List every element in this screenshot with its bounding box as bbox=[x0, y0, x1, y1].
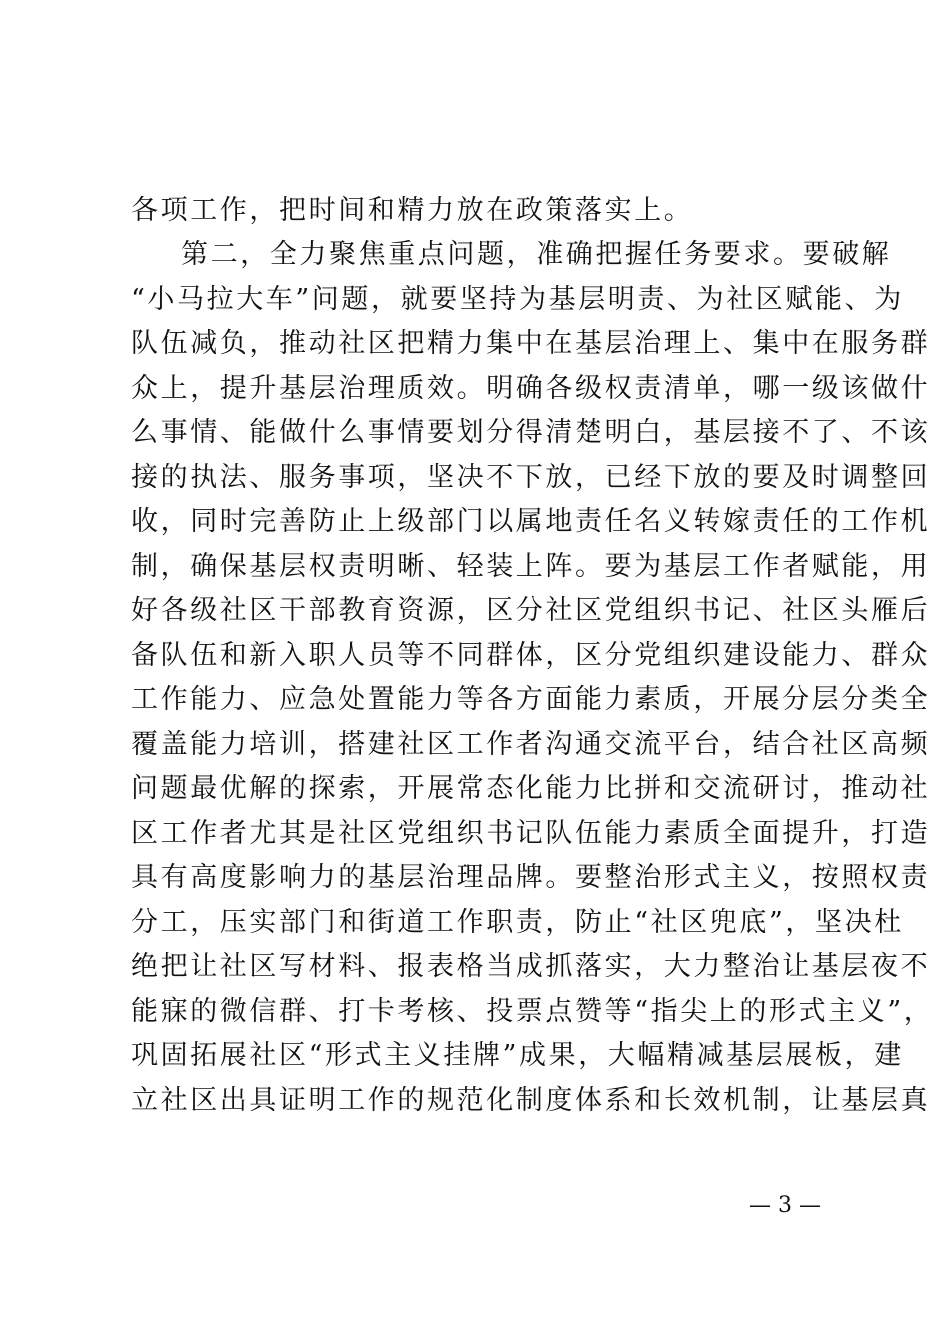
paragraph-2-line-7: 收，同时完善防止上级部门以属地责任名义转嫁责任的工作机 bbox=[131, 506, 931, 537]
paragraph-2-line-19: 巩固拓展社区“形式主义挂牌”成果，大幅精减基层展板，建 bbox=[131, 1040, 904, 1071]
paragraph-2-line-20: 立社区出具证明工作的规范化制度体系和长效机制，让基层真 bbox=[131, 1085, 931, 1116]
paragraph-2-line-5: 么事情、能做什么事情要划分得清楚明白，基层接不了、不该 bbox=[131, 417, 931, 448]
paragraph-2-line-11: 工作能力、应急处置能力等各方面能力素质，开展分层分类全 bbox=[131, 684, 931, 715]
paragraph-2-line-8: 制，确保基层权责明晰、轻装上阵。要为基层工作者赋能，用 bbox=[131, 551, 931, 582]
page-number: — 3 — bbox=[749, 1193, 821, 1218]
paragraph-2-line-18: 能寐的微信群、打卡考核、投票点赞等“指尖上的形式主义”， bbox=[131, 996, 934, 1027]
paragraph-2-line-9: 好各级社区干部教育资源，区分社区党组织书记、社区头雁后 bbox=[131, 595, 931, 626]
paragraph-2-line-6: 接的执法、服务事项，坚决不下放，已经下放的要及时调整回 bbox=[131, 462, 931, 493]
paragraph-2-line-4: 众上，提升基层治理质效。明确各级权责清单，哪一级该做什 bbox=[131, 373, 931, 404]
paragraph-2-line-16: 分工，压实部门和街道工作职责，防止“社区兜底”，坚决杜 bbox=[131, 907, 904, 938]
paragraph-2-line-13: 问题最优解的探索，开展常态化能力比拼和交流研讨，推动社 bbox=[131, 773, 931, 804]
paragraph-2-line-12: 覆盖能力培训，搭建社区工作者沟通交流平台，结合社区高频 bbox=[131, 729, 931, 760]
paragraph-2-line-2: “小马拉大车”问题，就要坚持为基层明责、为社区赋能、为 bbox=[131, 284, 904, 315]
paragraph-2-line-15: 具有高度影响力的基层治理品牌。要整治形式主义，按照权责 bbox=[131, 862, 931, 893]
paragraph-2-line-14: 区工作者尤其是社区党组织书记队伍能力素质全面提升，打造 bbox=[131, 818, 931, 849]
paragraph-2-line-17: 绝把让社区写材料、报表格当成抓落实，大力整治让基层夜不 bbox=[131, 951, 931, 982]
paragraph-2-line-10: 备队伍和新入职人员等不同群体，区分党组织建设能力、群众 bbox=[131, 640, 931, 671]
paragraph-1-line-1: 各项工作，把时间和精力放在政策落实上。 bbox=[131, 195, 694, 226]
paragraph-2-line-1: 第二，全力聚焦重点问题，准确把握任务要求。要破解 bbox=[181, 239, 892, 270]
paragraph-2-line-3: 队伍减负，推动社区把精力集中在基层治理上、集中在服务群 bbox=[131, 328, 931, 359]
